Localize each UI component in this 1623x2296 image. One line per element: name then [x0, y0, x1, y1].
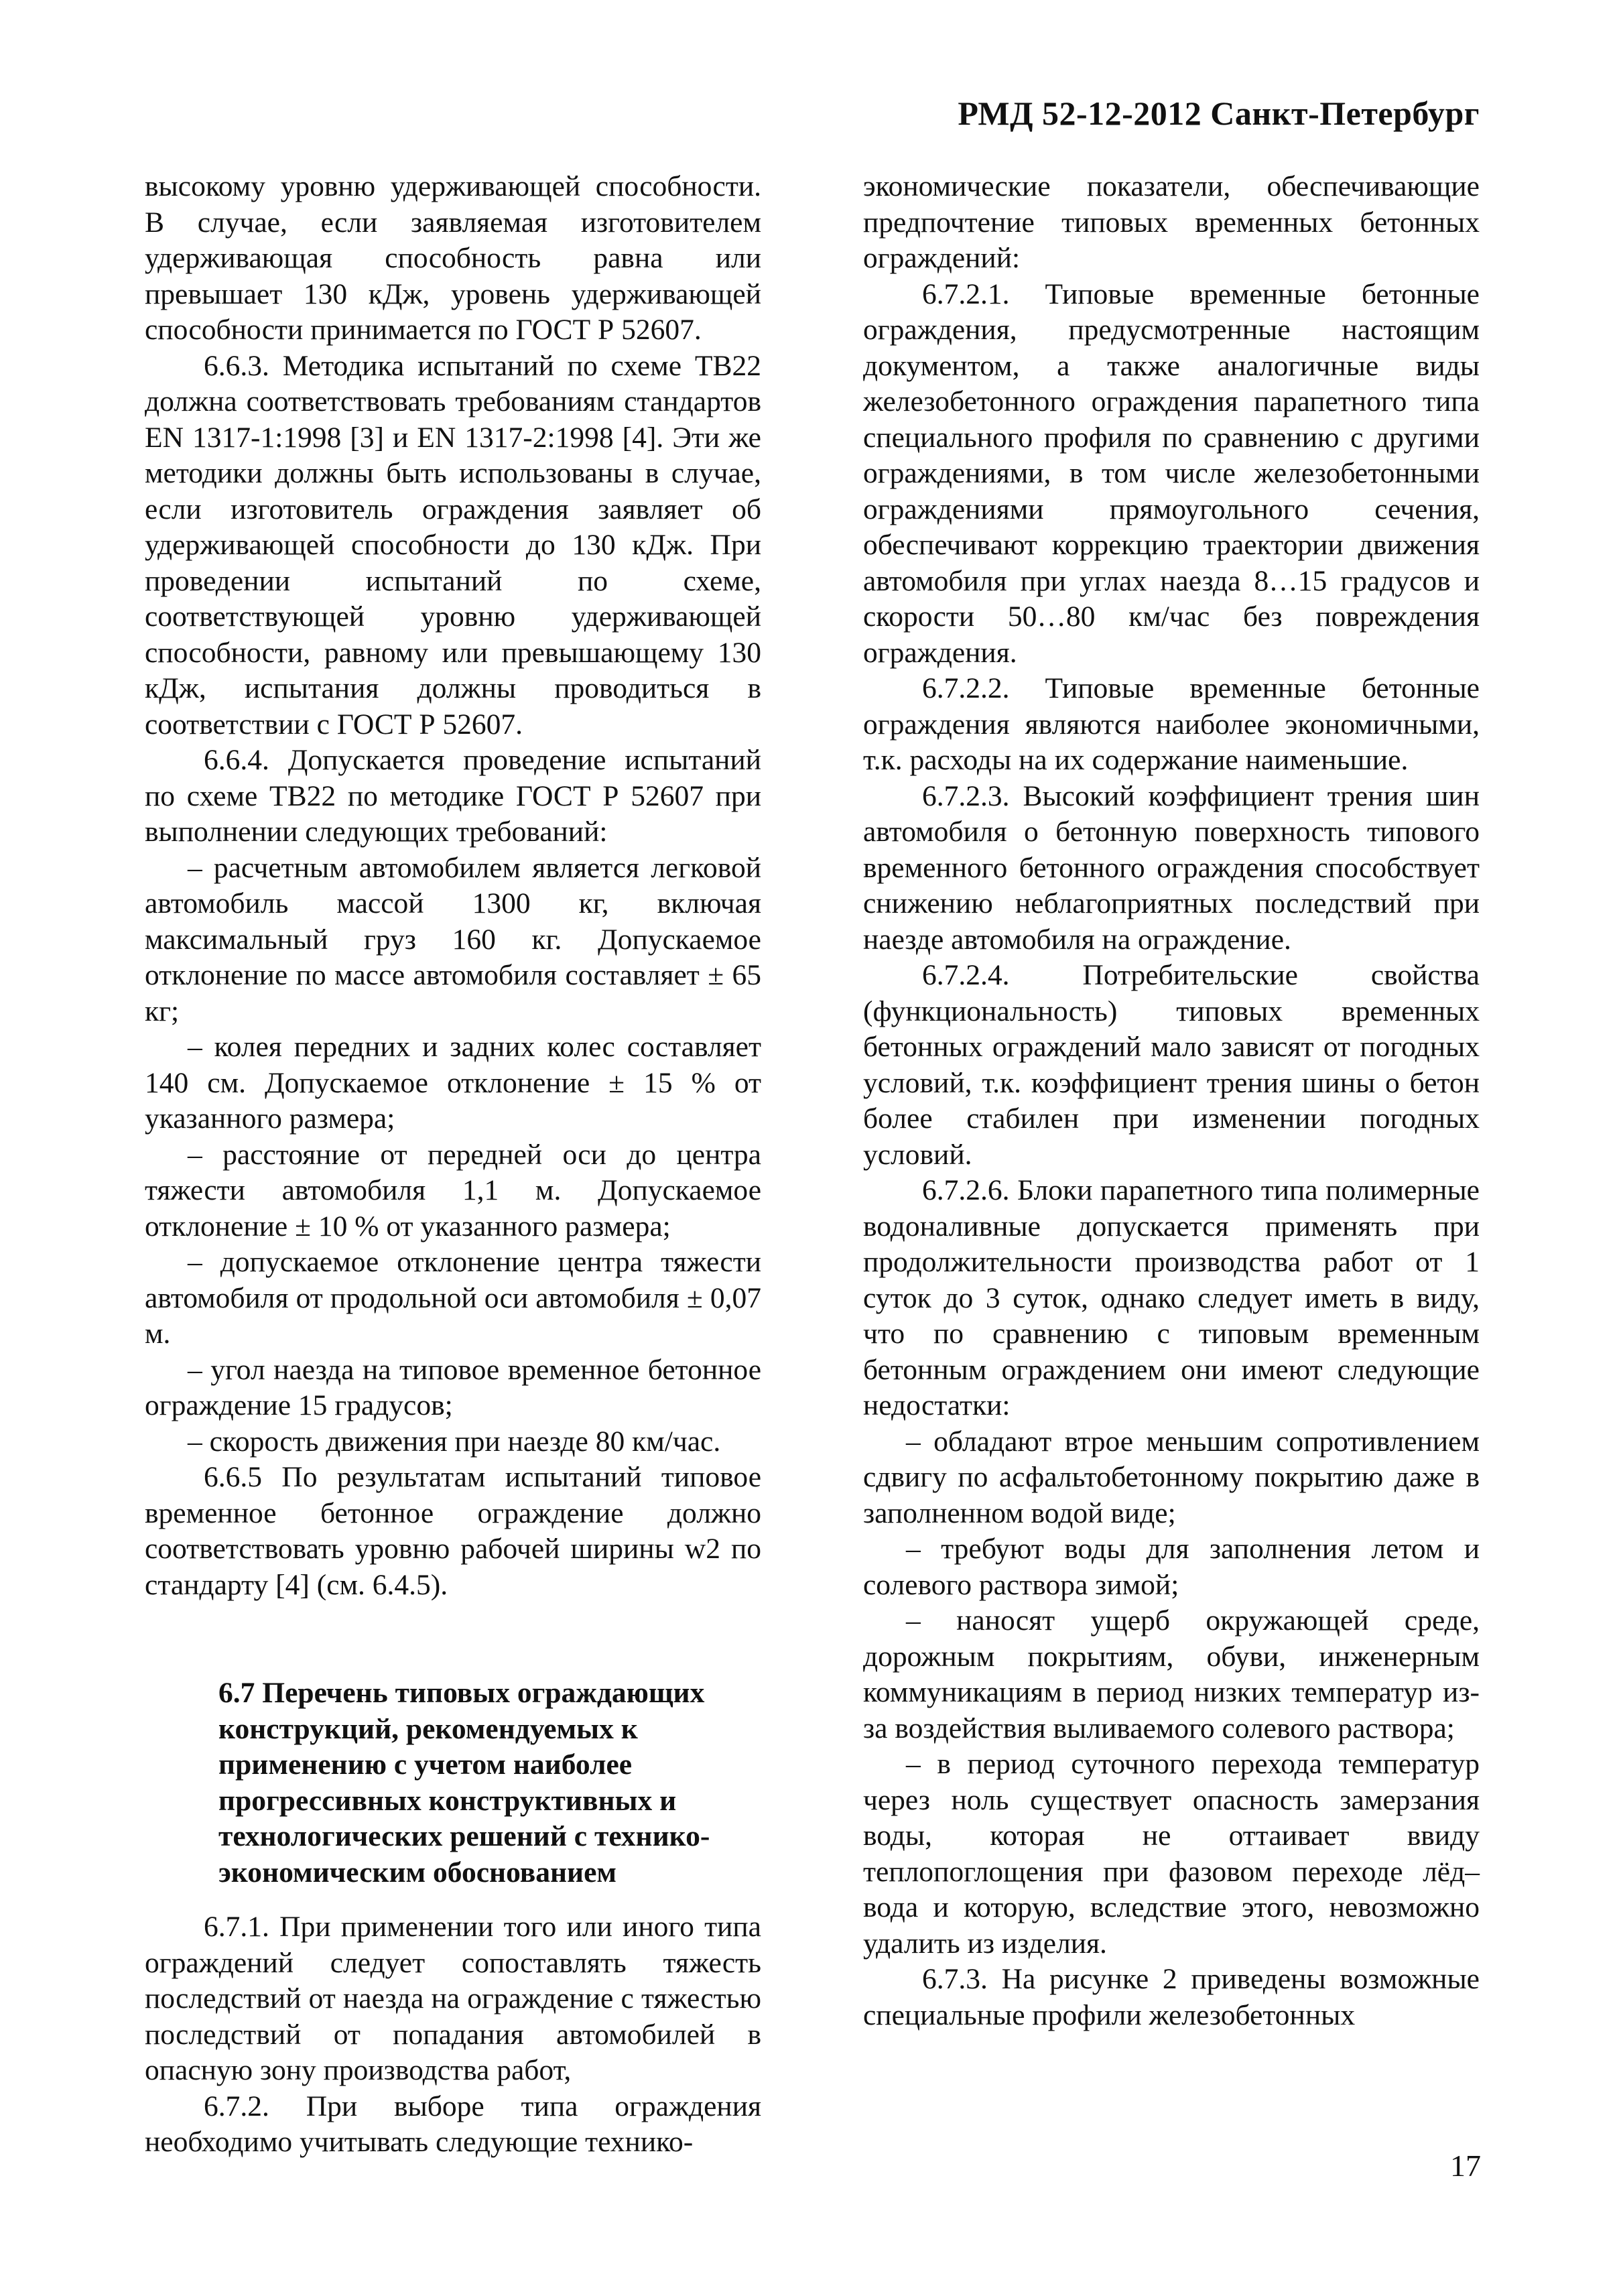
paragraph-6-7-2: 6.7.2. При выборе типа ограждения необходимо учитывать следующие технико-	[145, 2090, 761, 2158]
paragraph-6-6-3: 6.6.3. Методика испытаний по схеме ТВ22 должна соответствовать требованиям стандартов EN 1317-1:1998 [3] и EN 1317-2:1998 [4]. Эти же методики должны быть использованы в случае, если изготовитель ограждения заявляет об удерживающей способности до 130 кДж. При проведении испытаний по схеме, соответствующей уровню удерживающей способности, равному или превышающему 130 кДж, испытания должны проводиться в соответствии с ГОСТ Р 52607.	[145, 349, 761, 741]
list-item: – угол наезда на типовое временное бетонное ограждение 15 градусов;	[145, 1353, 761, 1421]
paragraph-6-7-2-3: 6.7.2.3. Высокий коэффициент трения шин автомобиля о бетонную поверхность типового временного бетонного ограждения способствует снижению неблагоприятных последствий при наезде автомобиля на ограждение.	[863, 779, 1480, 956]
paragraph-6-6-5: 6.6.5 По результатам испытаний типовое временное бетонное ограждение должно соответствовать уровню рабочей ширины w2 по стандарту [4] (см. 6.4.5).	[145, 1461, 761, 1601]
left-column	[145, 169, 761, 2161]
paragraph-6-7-3: 6.7.3. На рисунке 2 приведены возможные специальные профили железобетонных	[863, 1963, 1480, 2031]
list-item: – допускаемое отклонение центра тяжести автомобиля от продольной оси автомобиля ± 0,07 м.	[145, 1246, 761, 1350]
right-column	[863, 169, 1480, 2033]
paragraph-6-7-2-1: 6.7.2.1. Типовые временные бетонные ограждения, предусмотренные настоящим документом, а также аналогичные виды железобетонного ограждения парапетного типа специального профиля по сравнению с другими ограждениями, в том числе железобетонными ограждениями прямоугольного сечения, обеспечивают коррекцию траектории движения автомобиля при углах наезда 8…15 градусов и скорости 50…80 км/час без повреждения ограждения.	[863, 277, 1480, 669]
list-item: – расстояние от передней оси до центра тяжести автомобиля 1,1 м. Допускаемое отклонение ± 10 % от указанного размера;	[145, 1138, 761, 1242]
list-item: – обладают втрое меньшим сопротивлением сдвигу по асфальтобетонному покрытию даже в заполненном водой виде;	[863, 1425, 1480, 1529]
paragraph-continuation: высокому уровню удерживающей способности. В случае, если заявляемая изготовителем удерживающая способность равна или превышает 130 кДж, уровень удерживающей способности принимается по ГОСТ Р 52607.	[145, 170, 761, 346]
paragraph-6-7-2-4: 6.7.2.4. Потребительские свойства (функциональность) типовых временных бетонных ограждений мало зависят от погодных условий, т.к. коэффициент трения шины о бетон более стабилен при изменении погодных условий.	[863, 959, 1480, 1171]
list-item: – требуют воды для заполнения летом и солевого раствора зимой;	[863, 1533, 1480, 1601]
list-item: – колея передних и задних колес составляет 140 см. Допускаемое отклонение ± 15 % от указанного размера;	[145, 1031, 761, 1135]
paragraph-6-7-1: 6.7.1. При применении того или иного типа ограждений следует сопоставлять тяжесть последствий от наезда на ограждение с тяжестью последствий от попадания автомобилей в опасную зону производства работ,	[145, 1911, 761, 2086]
list-item: – в период суточного перехода температур через ноль существует опасность замерзания воды, которая не оттаивает ввиду теплопоглощения при фазовом переходе лёд–вода и которую, вследствие этого, невозможно удалить из изделия.	[863, 1748, 1480, 1960]
paragraph-6-7-2-2: 6.7.2.2. Типовые временные бетонные ограждения являются наиболее экономичными, т.к. расходы на их содержание наименьшие.	[863, 672, 1480, 776]
paragraph-6-6-4: 6.6.4. Допускается проведение испытаний по схеме ТВ22 по методике ГОСТ Р 52607 при выполнении следующих требований:	[145, 744, 761, 848]
document-header: РМД 52-12-2012 Санкт-Петербург	[958, 94, 1480, 132]
paragraph-6-7-2-6: 6.7.2.6. Блоки парапетного типа полимерные водоналивные допускается применять при продолжительности производства работ от 1 суток до 3 суток, однако следует иметь в виду, что по сравнению с типовым временным бетонным ограждением они имеют следующие недостатки:	[863, 1174, 1480, 1421]
list-item: – расчетным автомобилем является легковой автомобиль массой 1300 кг, включая максимальный груз 160 кг. Допускаемое отклонение по массе автомобиля составляет ± 65 кг;	[145, 851, 761, 1027]
paragraph-continuation: экономические показатели, обеспечивающие предпочтение типовых временных бетонных ограждений:	[863, 170, 1480, 274]
page-number: 17	[1450, 2149, 1481, 2183]
list-item: – наносят ущерб окружающей среде, дорожным покрытиям, обуви, инженерным коммуникациям в период низких температур из-за воздействия выливаемого солевого раствора;	[863, 1604, 1480, 1744]
section-heading-6-7: 6.7 Перечень типовых ограждающих конструкций, рекомендуемых к применению с учетом наиболее прогрессивных конструктивных и технологических решений с технико-экономическим обоснованием	[218, 1677, 710, 1889]
list-item: – скорость движения при наезде 80 км/час.	[188, 1425, 721, 1458]
